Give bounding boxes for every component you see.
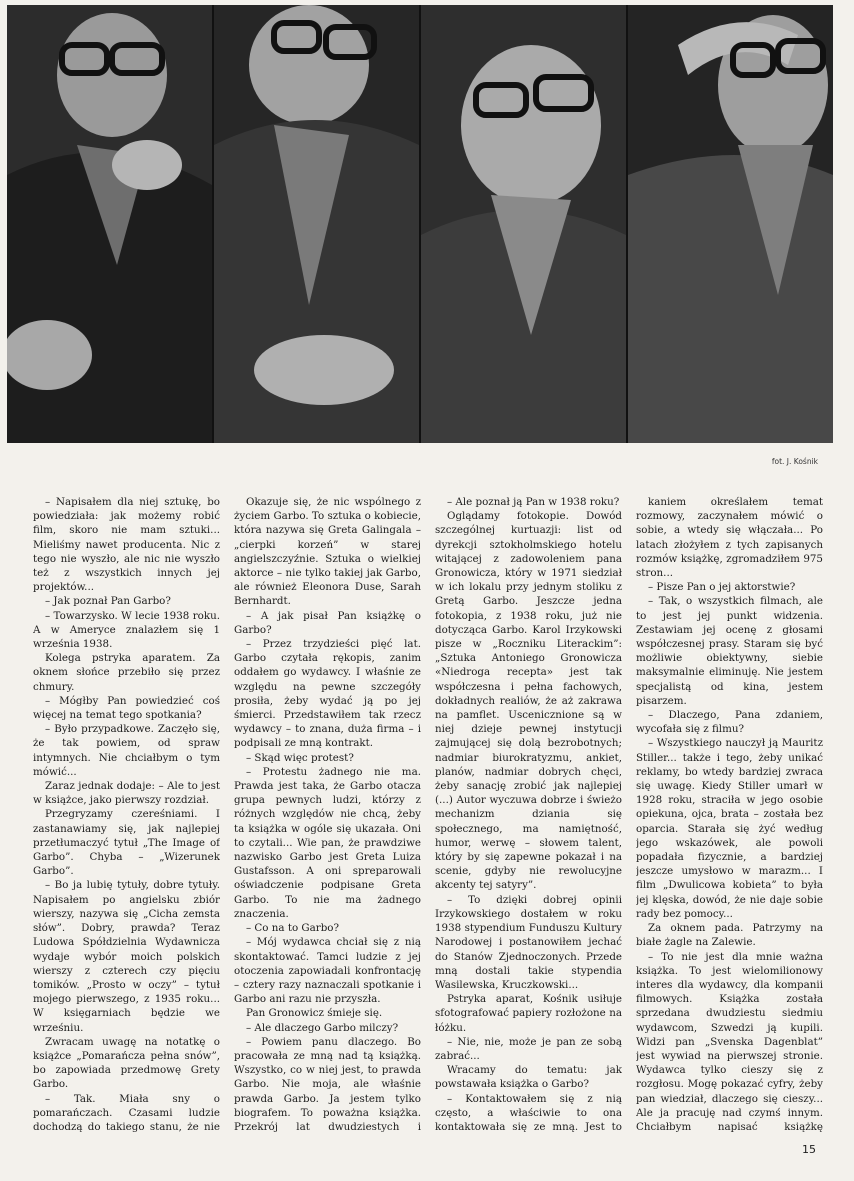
- paragraph: – Towarzysko. W lecie 1938 roku. A w Ameryce znalazłem się 1 września 1938.: [33, 609, 220, 651]
- paragraph: Za oknem pada. Patrzymy na białe żagle na Zalewie.: [636, 922, 823, 949]
- paragraph: – Mój wydawca chciał się z nią skontaktować. Tamci ludzie z jej otoczenia zapowiadali konfrontację – cztery razy naznaczali spotkanie i Garbo ani razu nie przyszła.: [234, 936, 421, 1006]
- paragraph: – Pisze Pan o jej aktorstwie?: [648, 581, 796, 594]
- article-column-4: [636, 495, 823, 1135]
- paragraph: – Powiem panu dlaczego. Bo pracowała ze mną nad tą książką. Wszystko, co w niej jest, to prawda Garbo. Nie moja, ale właśnie prawda Garbo. Ja jestem tylko biografem. To poważna książka. Przekrój lat dwudziestych i: [234, 1035, 421, 1133]
- photo-strip: [7, 5, 833, 443]
- paragraph: – Przez trzydzieści pięć lat. Garbo czytała rękopis, zanim oddałem go wydawcy. I właśnie ze względu na pewne szczegóły prosiła, żeby wydać ją po jej śmierci. Przedstawiłem tak rzecz wydawcy – to znana, duża firma – i podpisali ze mną kontrakt.: [234, 638, 421, 750]
- portrait-photo-3: [421, 5, 626, 443]
- photo-credit: fot. J. Kośnik: [771, 457, 818, 466]
- article-column-4-paragraphs: [636, 495, 823, 1135]
- portrait-1-image: [7, 5, 212, 443]
- paragraph: Pan Gronowicz śmieje się.: [246, 1007, 383, 1020]
- portrait-2-image: [214, 5, 419, 443]
- paragraph: Przegryzamy czereśniami. I zastanawiamy się, jak najlepiej przetłumaczyć tytuł „The Image of Garbo”. Chyba – „Wizerunek Garbo”.: [33, 808, 220, 878]
- paragraph: – Tak. Miała sny o pomarańczach. Czasami ludzie dochodzą do takiego stanu, że nie: [33, 1092, 220, 1133]
- paragraph: Pstryka aparat, Kośnik usiłuje sfotografować papiery rozłożone na łóżku.: [435, 993, 622, 1034]
- paragraph: – Dlaczego, Pana zdaniem, wycofała się z filmu?: [636, 709, 823, 736]
- paragraph: – Protestu żadnego nie ma. Prawda jest taka, że Garbo otacza grupa pewnych ludzi, którzy z różnych względów nie chcą, żeby ta książka w ogóle się ukazała. Oni to czytali... Wie pan, że prawdziwe nazwisko Garbo jest Greta Luiza Gustafsson. A oni spreparowali oświadczenie podpisane Greta Garbo. To nie ma żadnego znaczenia.: [234, 765, 421, 920]
- paragraph: Zaraz jednak dodaje: – Ale to jest w książce, jako pierwszy rozdział.: [33, 780, 220, 807]
- paragraph: – Skąd więc protest?: [246, 751, 354, 764]
- paragraph: – To nie jest dla mnie ważna książka. To jest wielomilionowy interes dla wydawcy, dla kompanii filmowych. Książka została sprzedana dwudziestu siedmiu wydawcom, Szwedzi ją kupili. Widzi pan „Svenska Dagenblat” jest wywiad na pierwszej stronie. Wydawca tylko cieszy się z rozgłosu. Mogę pokazać cyfry, żeby pan wiedział, dlaczego się cieszy... Ale ja pracuję nad czymś innym. Chciałbym napisać książkę: [636, 950, 823, 1133]
- article-column-1: [33, 495, 220, 1135]
- paragraph: Okazuje się, że nic wspólnego z życiem Garbo. To sztuka o kobiecie, która nazywa się Greta Galingala – „cierpki korzeń” w starej angielszczyźnie. Sztuka o wielkiej aktorce – nie tylko takiej jak Garbo, ale również Eleonora Duse, Sarah Bernhardt.: [234, 496, 421, 608]
- paragraph: – Jak poznał Pan Garbo?: [45, 595, 171, 608]
- portrait-4-image: [628, 5, 833, 443]
- paragraph: – A jak pisał Pan książkę o Garbo?: [234, 609, 421, 636]
- article-body: [33, 495, 823, 1135]
- paragraph: – Co na to Garbo?: [246, 922, 340, 935]
- paragraph: – Napisałem dla niej sztukę, bo powiedziała: jak możemy robić film, skoro nie mam sztuki... Mieliśmy nawet producenta. Nic z tego nie wyszło, ale nic nie wyszło też z wszystkich innych jej projektów...: [33, 496, 220, 594]
- portrait-photo-1: [7, 5, 212, 443]
- paragraph: – To dzięki dobrej opinii Irzykowskiego dostałem w roku 1938 stypendium Funduszu Kultury Narodowej i postanowiłem jechać do Stanów Zjednoczonych. Przede mną dostali takie stypendia Wasilewska, Kruczkowski...: [435, 893, 622, 991]
- paragraph: Wracamy do tematu: jak powstawała książka o Garbo?: [435, 1064, 622, 1091]
- paragraph: – Tak, o wszystkich filmach, ale to jest jej punkt widzenia. Zestawiam jej ocenę z głosami współczesnej prasy. Staram się być możliwie obiektywny, siebie maksymalnie eliminuję. Nie jestem specjalistą od kina, jestem pisarzem.: [636, 595, 823, 707]
- paragraph: Oglądamy fotokopie. Dowód szczególnej kurtuazji: list od dyrekcji sztokholmskiego hotelu witającej z zadowoleniem pana Gronowicza, który w 1971 siedział w ich lokalu przy jednym stoliku z Gretą Garbo. Jeszcze jedna fotokopia, z 1938 roku, już nie dotycząca Garbo. Karol Irzykowski pisze w „Roczniku Literackim”: „Sztuka Antoniego Gronowicza «Niedroga recepta» jest tak współczesna i pełna fachowych, dokładnych realiów, że aż zakrawa na pamflet. Uscenicznione są w niej dzieje pewnej instytucji zajmującej się dolą bezrobotnych; nadmiar biurokratyzmu, ankiet, planów, nadmiar dobrych chęci, żeby sanację zrobić jak najlepiej (...) Autor wyczuwa dobrze i świeżo mechanizm dziania się społecznego, ma namiętność, humor, werwę – słowem talent, który by się zapewne pokazał i na scenie, gdyby nie rewolucyjne akcenty tej satyry”.: [435, 510, 622, 892]
- page-number: 15: [802, 1143, 816, 1156]
- paragraph: – Było przypadkowe. Zaczęło się, że tak powiem, od spraw intymnych. Nie chciałbym o tym mówić...: [33, 723, 220, 778]
- paragraph: Zwracam uwagę na notatkę o książce „Pomarańcza pełna snów”, bo zapowiada przedmowę Grety Garbo.: [33, 1035, 220, 1091]
- paragraph: – Mógłby Pan powiedzieć coś więcej na temat tego spotkania?: [33, 694, 220, 722]
- paragraph: Kolega pstryka aparatem. Za oknem słońce przebiło się przez chmury.: [33, 652, 220, 693]
- paragraph: kaniem określałem temat rozmowy, zaczynałem mówić o sobie, a wtedy się włączała... Po latach złożyłem z tych zapisanych rozmów książkę, zgromadziłem 975 stron...: [636, 496, 823, 580]
- article-column-3: [435, 495, 622, 1135]
- portrait-photo-2: [214, 5, 419, 443]
- paragraph: – Wszystkiego nauczył ją Mauritz Stiller... także i tego, żeby unikać reklamy, bo wtedy bardziej zwraca się uwagę. Kiedy Stiller umarł w 1928 roku, straciła w jego osobie opiekuna, ojca, brata – została bez oparcia. Starała się żyć według jego wskazówek, ale powoli popadała fizycznie, a bardziej jeszcze umysłowo w marazm... I film „Dwulicowa kobieta” to była jej klęska, dowód, że nie daje sobie rady bez pomocy...: [636, 737, 823, 920]
- paragraph: – Kontaktowałem się z nią często, a właściwie to ona kontaktowała się ze mną. Jest to: [435, 1092, 622, 1133]
- portrait-3-image: [421, 5, 626, 443]
- paragraph: – Ale poznał ją Pan w 1938 roku?: [447, 496, 620, 508]
- paragraph: – Ale dlaczego Garbo milczy?: [246, 1021, 399, 1034]
- paragraph: – Bo ja lubię tytuły, dobre tytuły. Napisałem po angielsku zbiór wierszy, nazywa się „Cicha zemsta słów”. Dobry, prawda? Teraz Ludowa Spółdzielnia Wydawnicza wydaje wybór moich polskich wierszy z czterech czy pięciu tomików. „Prosto w oczy” – tytuł mojego pierwszego, z 1935 roku... W księgarniach będzie we wrześniu.: [33, 879, 220, 1034]
- paragraph: – Nie, nie, może je pan ze sobą zabrać...: [435, 1035, 622, 1062]
- article-column-2: [234, 495, 421, 1135]
- portrait-photo-4: [628, 5, 833, 443]
